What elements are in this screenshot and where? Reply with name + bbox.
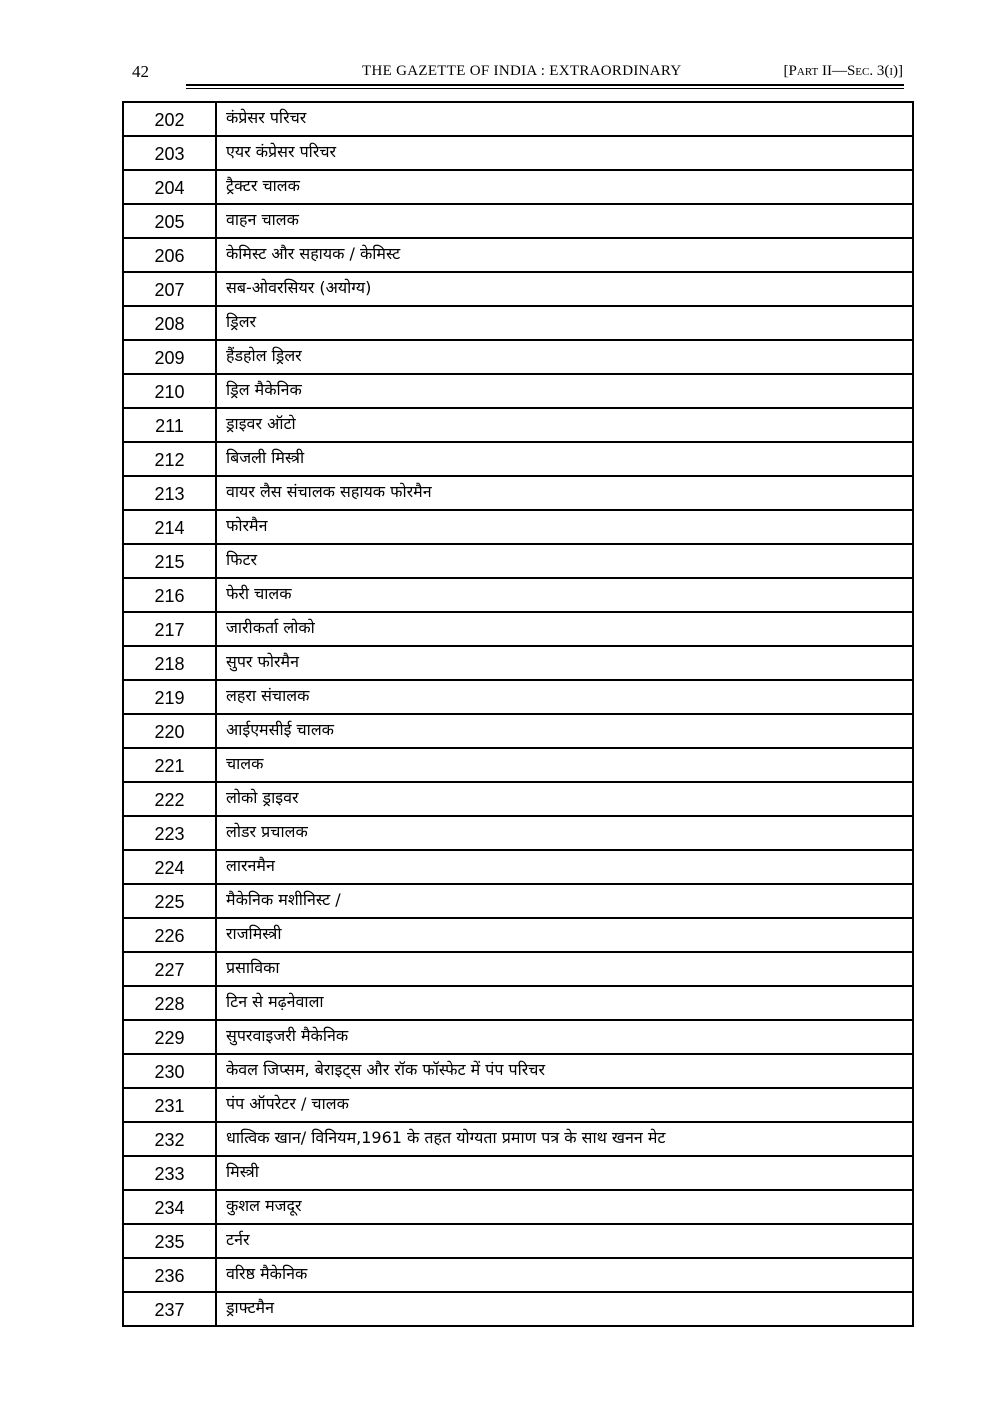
table-row xyxy=(123,612,913,646)
designation-cell: ड्राफ्टमैन xyxy=(216,1292,913,1326)
designation-cell: वरिष्ठ मैकेनिक xyxy=(216,1258,913,1292)
designation-cell: प्रसाविका xyxy=(216,952,913,986)
table-row xyxy=(123,1156,913,1190)
designation-cell: हैंडहोल ड्रिलर xyxy=(216,340,913,374)
serial-number-cell: 226 xyxy=(123,918,216,952)
designation-cell: ड्राइवर ऑटो xyxy=(216,408,913,442)
designation-cell: कंप्रेसर परिचर xyxy=(216,102,913,136)
designation-cell: पंप ऑपरेटर / चालक xyxy=(216,1088,913,1122)
table-row xyxy=(123,1054,913,1088)
serial-number-cell: 230 xyxy=(123,1054,216,1088)
designation-cell: सुपरवाइजरी मैकेनिक xyxy=(216,1020,913,1054)
serial-number-cell: 208 xyxy=(123,306,216,340)
table-row xyxy=(123,136,913,170)
designation-cell: टिन से मढ़नेवाला xyxy=(216,986,913,1020)
serial-number-cell: 222 xyxy=(123,782,216,816)
designation-table xyxy=(122,101,914,1327)
serial-number-cell: 229 xyxy=(123,1020,216,1054)
designation-cell: ट्रैक्टर चालक xyxy=(216,170,913,204)
designation-cell: कुशल मजदूर xyxy=(216,1190,913,1224)
designation-cell: लोडर प्रचालक xyxy=(216,816,913,850)
table-row xyxy=(123,340,913,374)
table-row xyxy=(123,782,913,816)
page-header xyxy=(130,62,905,84)
serial-number-cell: 221 xyxy=(123,748,216,782)
designation-cell: सब-ओवरसियर (अयोग्य) xyxy=(216,272,913,306)
table-row xyxy=(123,850,913,884)
table-row xyxy=(123,1292,913,1326)
serial-number-cell: 224 xyxy=(123,850,216,884)
header-rule-thin xyxy=(186,88,904,89)
designation-cell: चालक xyxy=(216,748,913,782)
table-row xyxy=(123,476,913,510)
table-row xyxy=(123,578,913,612)
serial-number-cell: 217 xyxy=(123,612,216,646)
table-row xyxy=(123,748,913,782)
table-row xyxy=(123,884,913,918)
table-row xyxy=(123,646,913,680)
serial-number-cell: 219 xyxy=(123,680,216,714)
serial-number-cell: 235 xyxy=(123,1224,216,1258)
table-row xyxy=(123,1088,913,1122)
serial-number-cell: 232 xyxy=(123,1122,216,1156)
page-number: 42 xyxy=(132,62,149,81)
table-row xyxy=(123,204,913,238)
table-row xyxy=(123,1020,913,1054)
serial-number-cell: 223 xyxy=(123,816,216,850)
designation-cell: ड्रिल मैकेनिक xyxy=(216,374,913,408)
designation-cell: जारीकर्ता लोको xyxy=(216,612,913,646)
designation-cell: धात्विक खान/ विनियम,1961 के तहत योग्यता प्रमाण पत्र के साथ खनन मेट xyxy=(216,1122,913,1156)
serial-number-cell: 206 xyxy=(123,238,216,272)
designation-cell: केमिस्ट और सहायक / केमिस्ट xyxy=(216,238,913,272)
designation-cell: लोको ड्राइवर xyxy=(216,782,913,816)
designation-cell: टर्नर xyxy=(216,1224,913,1258)
gazette-title: THE GAZETTE OF INDIA : EXTRAORDINARY xyxy=(362,63,682,79)
serial-number-cell: 225 xyxy=(123,884,216,918)
serial-number-cell: 214 xyxy=(123,510,216,544)
serial-number-cell: 207 xyxy=(123,272,216,306)
table-row xyxy=(123,1258,913,1292)
designation-cell: बिजली मिस्त्री xyxy=(216,442,913,476)
serial-number-cell: 203 xyxy=(123,136,216,170)
designation-table-body xyxy=(123,102,913,1326)
serial-number-cell: 231 xyxy=(123,1088,216,1122)
table-row xyxy=(123,1224,913,1258)
serial-number-cell: 202 xyxy=(123,102,216,136)
table-row xyxy=(123,1190,913,1224)
serial-number-cell: 210 xyxy=(123,374,216,408)
designation-cell: मिस्त्री xyxy=(216,1156,913,1190)
table-row xyxy=(123,374,913,408)
designation-cell: फेरी चालक xyxy=(216,578,913,612)
designation-cell: मैकेनिक मशीनिस्ट / xyxy=(216,884,913,918)
table-row xyxy=(123,1122,913,1156)
designation-cell: फिटर xyxy=(216,544,913,578)
table-row xyxy=(123,952,913,986)
designation-cell: वायर लैस संचालक सहायक फोरमैन xyxy=(216,476,913,510)
designation-cell: राजमिस्त्री xyxy=(216,918,913,952)
table-row xyxy=(123,442,913,476)
serial-number-cell: 228 xyxy=(123,986,216,1020)
serial-number-cell: 204 xyxy=(123,170,216,204)
designation-cell: आईएमसीई चालक xyxy=(216,714,913,748)
serial-number-cell: 209 xyxy=(123,340,216,374)
designation-cell: ड्रिलर xyxy=(216,306,913,340)
table-row xyxy=(123,544,913,578)
designation-cell: लारनमैन xyxy=(216,850,913,884)
designation-cell: लहरा संचालक xyxy=(216,680,913,714)
designation-cell: फोरमैन xyxy=(216,510,913,544)
table-row xyxy=(123,918,913,952)
table-row xyxy=(123,680,913,714)
table-row xyxy=(123,102,913,136)
serial-number-cell: 236 xyxy=(123,1258,216,1292)
table-row xyxy=(123,986,913,1020)
table-row xyxy=(123,306,913,340)
designation-cell: सुपर फोरमैन xyxy=(216,646,913,680)
table-row xyxy=(123,408,913,442)
serial-number-cell: 233 xyxy=(123,1156,216,1190)
designation-cell: केवल जिप्सम, बेराइट्स और रॉक फॉस्फेट में पंप परिचर xyxy=(216,1054,913,1088)
serial-number-cell: 212 xyxy=(123,442,216,476)
designation-cell: एयर कंप्रेसर परिचर xyxy=(216,136,913,170)
header-rule-thick xyxy=(186,84,904,86)
serial-number-cell: 227 xyxy=(123,952,216,986)
table-row xyxy=(123,272,913,306)
serial-number-cell: 234 xyxy=(123,1190,216,1224)
table-row xyxy=(123,170,913,204)
serial-number-cell: 220 xyxy=(123,714,216,748)
section-label: [Part II—Sec. 3(i)] xyxy=(783,63,903,79)
serial-number-cell: 216 xyxy=(123,578,216,612)
serial-number-cell: 205 xyxy=(123,204,216,238)
designation-cell: वाहन चालक xyxy=(216,204,913,238)
table-row xyxy=(123,714,913,748)
serial-number-cell: 211 xyxy=(123,408,216,442)
serial-number-cell: 237 xyxy=(123,1292,216,1326)
table-row xyxy=(123,238,913,272)
serial-number-cell: 213 xyxy=(123,476,216,510)
table-row xyxy=(123,816,913,850)
table-row xyxy=(123,510,913,544)
serial-number-cell: 215 xyxy=(123,544,216,578)
serial-number-cell: 218 xyxy=(123,646,216,680)
